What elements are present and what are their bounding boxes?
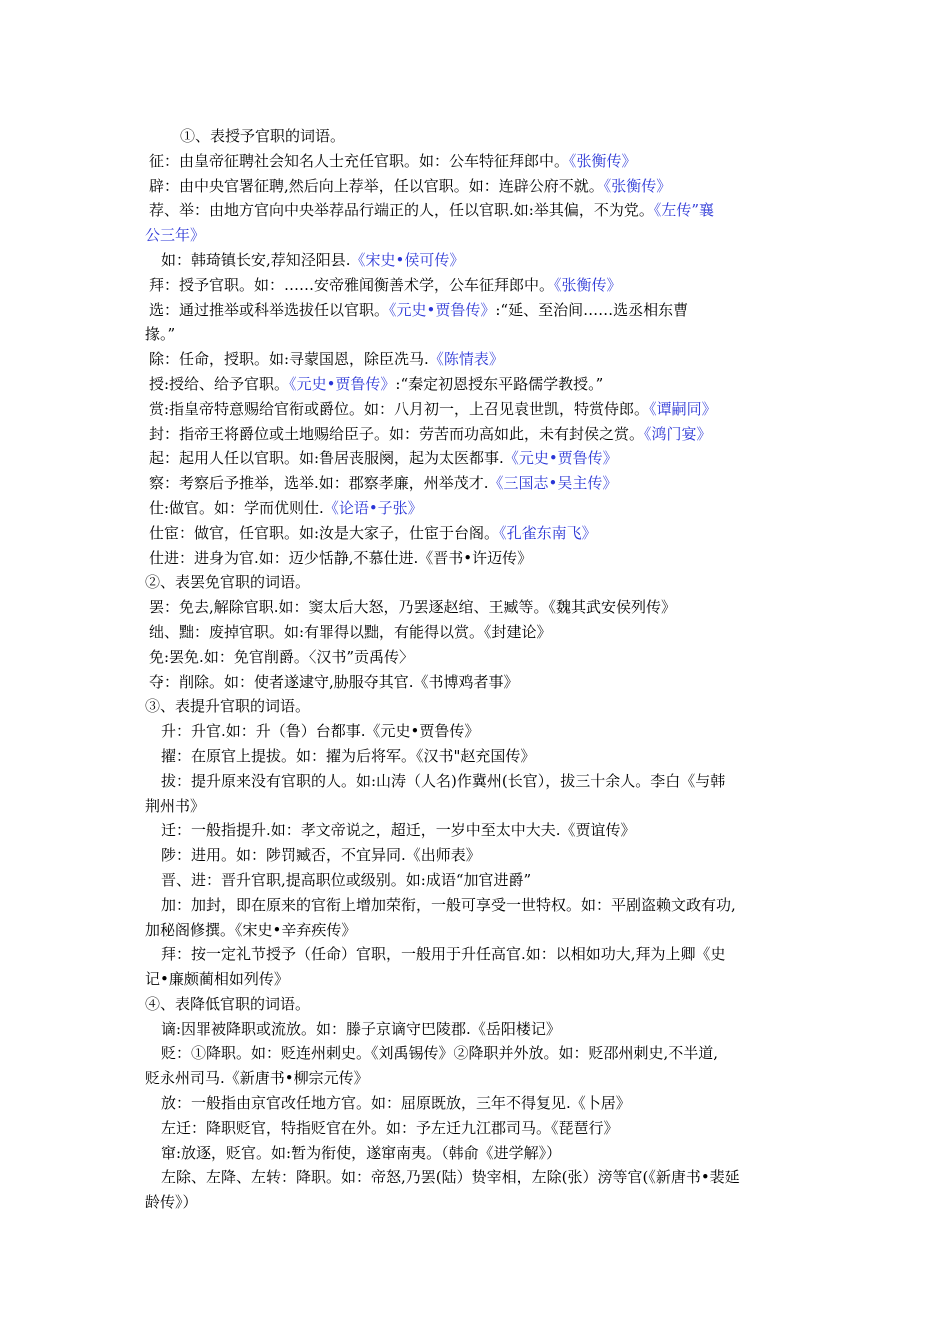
source-reference: 《左传”襄: [653, 201, 714, 220]
text-line: [145, 1141, 810, 1166]
line-text: 迁：一般指提升.如：孝文帝说之，超迁，一岁中至太中大夫.《贾谊传》: [161, 821, 636, 840]
line-text: 仕进：进身为官.如：迈少恬静,不慕仕进.《晋书•许迈传》: [149, 548, 533, 567]
line-text: 选：通过推举或科举选拔任以官职。: [149, 300, 390, 319]
line-text: 仕:做官。如：学而优则仕.: [149, 498, 324, 517]
text-line: [145, 422, 810, 447]
line-text: ①、表授予官职的词语。: [180, 127, 346, 145]
line-text: 加秘阁修撰。《宋史•辛弃疾传》: [145, 920, 357, 939]
text-line: [145, 174, 810, 199]
text-line: [145, 570, 810, 595]
line-text: 授:授给、给予官职。: [149, 374, 290, 393]
text-line: [145, 868, 810, 893]
text-line: [145, 298, 810, 323]
source-reference: 《元史•贾鲁传》: [389, 300, 496, 319]
source-reference: 《宋史•侯可传》: [350, 250, 465, 269]
text-line: [145, 149, 810, 174]
line-text: 拜：按一定礼节授予（任命）官职，一般用于升任高官.如：以相如功大,拜为上卿《史: [161, 945, 726, 964]
source-reference: 《鸿门宴》: [644, 424, 712, 443]
source-reference: 《谭嗣同》: [649, 399, 717, 418]
text-line: [145, 670, 810, 695]
text-line: [145, 521, 810, 546]
text-line: [145, 546, 810, 571]
line-text-after: :“秦定初恩授东平路儒学教授。”: [395, 374, 604, 393]
line-text: 掾。”: [145, 325, 176, 344]
line-text-after: :“延、至治间……选丞相东曹: [495, 300, 689, 319]
text-line: [145, 223, 810, 248]
text-line: [145, 918, 810, 943]
text-line: [145, 719, 810, 744]
line-text: ③、表提升官职的词语。: [145, 697, 311, 716]
line-text: ④、表降低官职的词语。: [145, 994, 311, 1013]
text-line: [145, 694, 810, 719]
line-text: 左除、左降、左转：降职。如：帝怒,乃罢(陆）贽宰相，左除(张）滂等官(《新唐书•裴延: [161, 1168, 740, 1187]
text-line: [145, 1190, 810, 1215]
text-line: [145, 273, 810, 298]
line-text: 免:罢免.如：免官削爵。〈汉书”贡禹传〉: [149, 647, 414, 666]
text-line: [145, 769, 810, 794]
text-line: [145, 818, 810, 843]
text-line: [145, 248, 810, 273]
text-line: [145, 496, 810, 521]
line-text: 除：任命，授职。如:寻蒙国恩，除臣冼马.: [149, 350, 429, 369]
source-reference: 《张衡传》: [554, 275, 622, 294]
text-line: [145, 893, 810, 918]
text-line: [145, 397, 810, 422]
text-line: [145, 1091, 810, 1116]
source-reference: 《张衡传》: [569, 151, 637, 170]
text-line: [145, 1041, 810, 1066]
line-text: 封：指帝王将爵位或土地赐给臣子。如：劳苦而功高如此，未有封侯之赏。: [149, 424, 645, 443]
line-text: 龄传》）: [145, 1193, 198, 1212]
source-reference: 《三国志•吴主传》: [488, 474, 618, 493]
text-line: [145, 620, 810, 645]
line-text: 晋、进：晋升官职,提高职位或级别。如:成语“加官进爵”: [161, 870, 532, 889]
source-reference: 《论语•子张》: [323, 498, 423, 517]
source-reference: 《元史•贾鲁传》: [503, 449, 618, 468]
text-line: [145, 1066, 810, 1091]
line-text: 荐、举：由地方官向中央举荐品行端正的人，任以官职.如:举其偏，不为党。: [149, 201, 654, 220]
line-text: 赏:指皇帝特意赐给官衔或爵位。如：八月初一，上召见袁世凯，特赏侍郎。: [149, 399, 650, 418]
text-line: [145, 322, 810, 347]
line-text: 仕宦：做官，任官职。如:汝是大家子，仕宦于台阁。: [149, 523, 500, 542]
text-line: [145, 198, 810, 223]
line-text: 征：由皇帝征聘社会知名人士充任官职。如：公车特征拜郎中。: [149, 151, 570, 170]
line-text: 拔：提升原来没有官职的人。如:山涛（人名)作冀州(长官），拔三十余人。李白《与韩: [161, 771, 726, 790]
line-text: 拜：授予官职。如：……安帝雅闻衡善术学，公车征拜郎中。: [149, 275, 555, 294]
line-text: 窜:放逐，贬官。如:暂为衔使，遂窜南夷。（韩俞《进学解》）: [161, 1143, 562, 1162]
text-line: [145, 967, 810, 992]
text-line: [145, 446, 810, 471]
line-text: 放：一般指由京官改任地方官。如：屈原既放，三年不得复见.《卜居》: [161, 1094, 631, 1113]
line-text: 察：考察后予推举，选举.如：郡察孝廉，州举茂才.: [149, 474, 489, 493]
line-text: ②、表罢免官职的词语。: [145, 573, 311, 592]
line-text: 擢：在原官上提拔。如：擢为后将军。《汉书"赵充国传》: [161, 746, 536, 765]
line-text: 升：升官.如：升（鲁）台都事.《元史•贾鲁传》: [161, 722, 480, 741]
text-line: [145, 124, 810, 149]
line-text: 左迁：降职贬官，特指贬官在外。如：予左迁九江郡司马。《琵琶行》: [161, 1118, 619, 1137]
line-text: 辟：由中央官署征聘,然后向上荐举，任以官职。如：连辟公府不就。: [149, 176, 604, 195]
text-line: [145, 347, 810, 372]
line-text: 谪:因罪被降职或流放。如：滕子京谪守巴陵郡.《岳阳楼记》: [161, 1019, 561, 1038]
line-text: 记•廉颇蔺相如列传》: [145, 970, 289, 989]
text-line: [145, 744, 810, 769]
line-text: 如：韩琦镇长安,荐知泾阳县.: [161, 250, 351, 269]
source-reference: 公三年》: [145, 226, 206, 245]
line-text: 贬永州司马.《新唐书•柳宗元传》: [145, 1069, 369, 1088]
text-line: [145, 1165, 810, 1190]
line-text: 加：加封，即在原来的官衔上增加荣衔，一般可享受一世特权。如：平剧盗赖文政有功,: [161, 895, 736, 914]
source-reference: 《陈情表》: [428, 350, 504, 369]
text-line: [145, 595, 810, 620]
text-line: [145, 794, 810, 819]
text-line: [145, 372, 810, 397]
line-text: 荆州书》: [145, 796, 206, 815]
text-line: [145, 992, 810, 1017]
text-line: [145, 1116, 810, 1141]
text-line: [145, 645, 810, 670]
text-line: [145, 942, 810, 967]
line-text: 起：起用人任以官职。如:鲁居丧服阕，起为太医都事.: [149, 449, 504, 468]
text-line: [145, 1017, 810, 1042]
line-text: 罢：免去,解除官职.如：窦太后大怒，乃罢逐赵绾、王臧等。《魏其武安侯列传》: [149, 598, 677, 617]
text-line: [145, 471, 810, 496]
source-reference: 《元史•贾鲁传》: [289, 374, 396, 393]
line-text: 夺：削除。如：使者遂逮守,胁服夺其官.《书博鸡者事》: [149, 672, 519, 691]
document-page: [145, 124, 810, 1215]
line-text: 绌、黜：废掉官职。如:有罪得以黜，有能得以赏。《封建论》: [149, 622, 552, 641]
text-line: [145, 843, 810, 868]
line-text: 贬：①降职。如：贬连州刺史。《刘禹锡传》②降职并外放。如：贬邵州刺史,不半道,: [161, 1044, 719, 1063]
source-reference: 《孔雀东南飞》: [499, 523, 597, 542]
line-text: 陟：进用。如：陟罚臧否，不宜异同.《出师表》: [161, 846, 481, 865]
source-reference: 《张衡传》: [603, 176, 672, 195]
